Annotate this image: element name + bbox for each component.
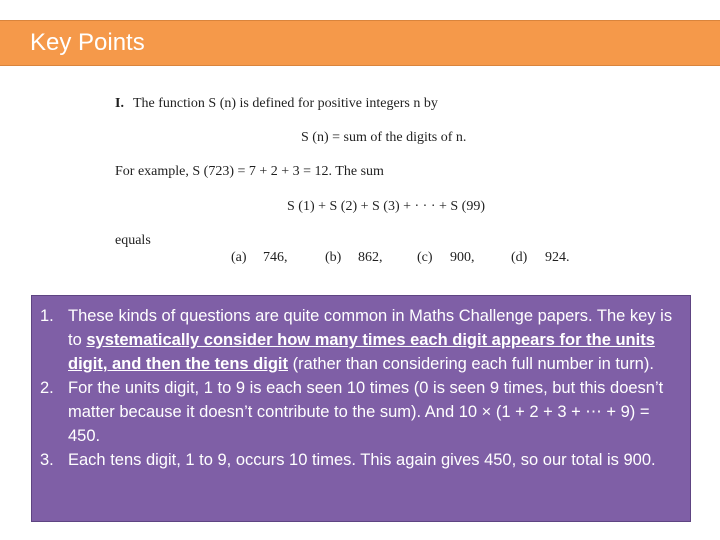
- item-number: 3.: [40, 451, 54, 469]
- option-c-value: 900,: [450, 250, 475, 265]
- item-text-pre: These kinds of questions are quite common in Maths Challenge papers. The key is to: [68, 307, 673, 349]
- item-text: For the units digit, 1 to 9 is each seen 10 times (0 is seen 9 times, but this doesn’t matter because it doesn’t contribute to the sum). And 10 × (1 + 2 + 3 + ⋯ + 9) = 450.: [68, 379, 664, 445]
- item-text-emphasis: systematically consider how many times each digit appears for the units digit, and then the tens digit: [68, 331, 655, 373]
- item-text: Each tens digit, 1 to 9, occurs 10 times. This again gives 450, so our total is 900.: [68, 451, 656, 469]
- item-text-post: (rather than considering each full number in turn).: [288, 355, 654, 373]
- option-b-value: 862,: [358, 250, 383, 265]
- option-a-value: 746,: [263, 250, 288, 265]
- option-b-label: (b): [325, 250, 342, 265]
- list-item: [40, 304, 686, 376]
- option-d-label: (d): [511, 250, 528, 265]
- problem-line-1: The function S (n) is defined for positive integers n by: [133, 96, 438, 111]
- option-a-label: (a): [231, 250, 247, 265]
- item-number: 2.: [40, 379, 54, 397]
- page-title: Key Points: [30, 29, 145, 56]
- key-points-list: [40, 304, 686, 472]
- title-bar: [0, 20, 720, 66]
- list-item: [40, 376, 686, 448]
- item-number: 1.: [40, 307, 54, 325]
- key-points-box: [31, 295, 691, 522]
- problem-line-3: For example, S (723) = 7 + 2 + 3 = 12. The sum: [115, 164, 384, 179]
- list-item: [40, 448, 686, 472]
- option-c-label: (c): [417, 250, 433, 265]
- problem-line-5: equals: [115, 233, 151, 248]
- problem-line-2: S (n) = sum of the digits of n.: [301, 130, 467, 145]
- problem-label: I.: [115, 96, 124, 111]
- problem-line-4: S (1) + S (2) + S (3) + · · · + S (99): [287, 199, 486, 214]
- option-d-value: 924.: [545, 250, 570, 265]
